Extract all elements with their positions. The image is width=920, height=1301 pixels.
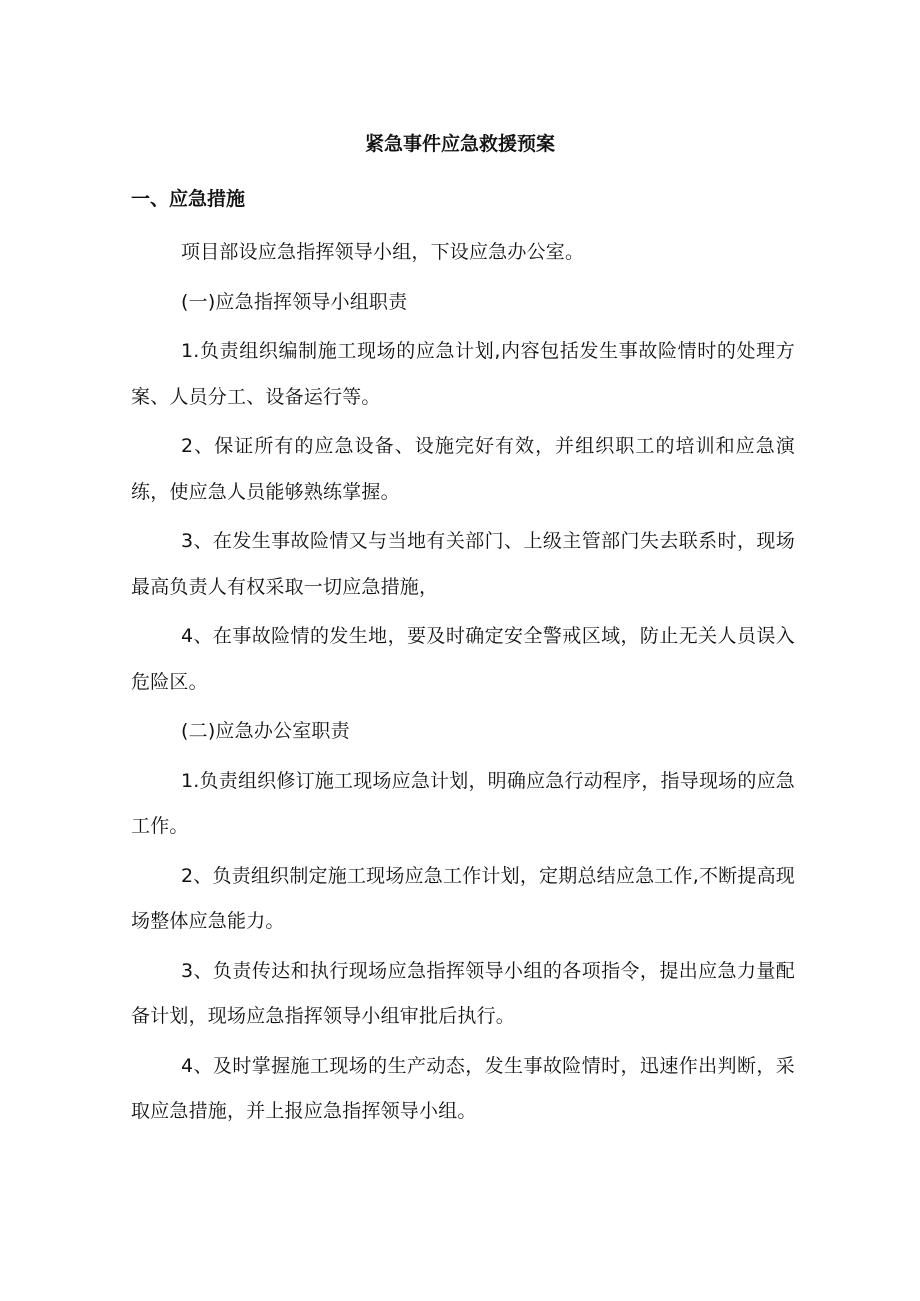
- document-body: [131, 230, 795, 1139]
- paragraph-office-duty-2: 2、负责组织制定施工现场应急工作计划，定期总结应急工作,不断提高现场整体应急能力。: [131, 864, 795, 932]
- paragraph-command-duty-4: 4、在事故险情的发生地，要及时确定安全警戒区域，防止无关人员误入危险区。: [131, 625, 795, 693]
- paragraph-office-duty-3: 3、负责传达和执行现场应急指挥领导小组的各项指令，提出应急力量配备计划，现场应急指挥领导小组审批后执行。: [131, 959, 795, 1027]
- subheading-command-group: (一)应急指挥领导小组职责: [181, 290, 408, 313]
- paragraph-command-duty-2: 2、保证所有的应急设备、设施完好有效，并组织职工的培训和应急演练，使应急人员能够熟练掌握。: [131, 435, 795, 503]
- section-heading: 一、应急措施: [131, 188, 246, 210]
- paragraph-command-duty-1: 1.负责组织编制施工现场的应急计划,内容包括发生事故险情时的处理方案、人员分工、设备运行等。: [131, 340, 795, 408]
- document-title: 紧急事件应急救援预案: [364, 133, 555, 155]
- paragraph-office-duty-1: 1.负责组织修订施工现场应急计划，明确应急行动程序，指导现场的应急工作。: [131, 769, 795, 837]
- paragraph-office-duty-4: 4、及时掌握施工现场的生产动态，发生事故险情时，迅速作出判断，采取应急措施，并上报应急指挥领导小组。: [131, 1054, 795, 1122]
- paragraph-command-duty-3: 3、在发生事故险情又与当地有关部门、上级主管部门失去联系时，现场最高负责人有权采取一切应急措施，: [131, 530, 795, 598]
- paragraph-intro: 项目部设应急指挥领导小组，下设应急办公室。: [181, 241, 585, 263]
- subheading-office: (二)应急办公室职责: [181, 720, 350, 742]
